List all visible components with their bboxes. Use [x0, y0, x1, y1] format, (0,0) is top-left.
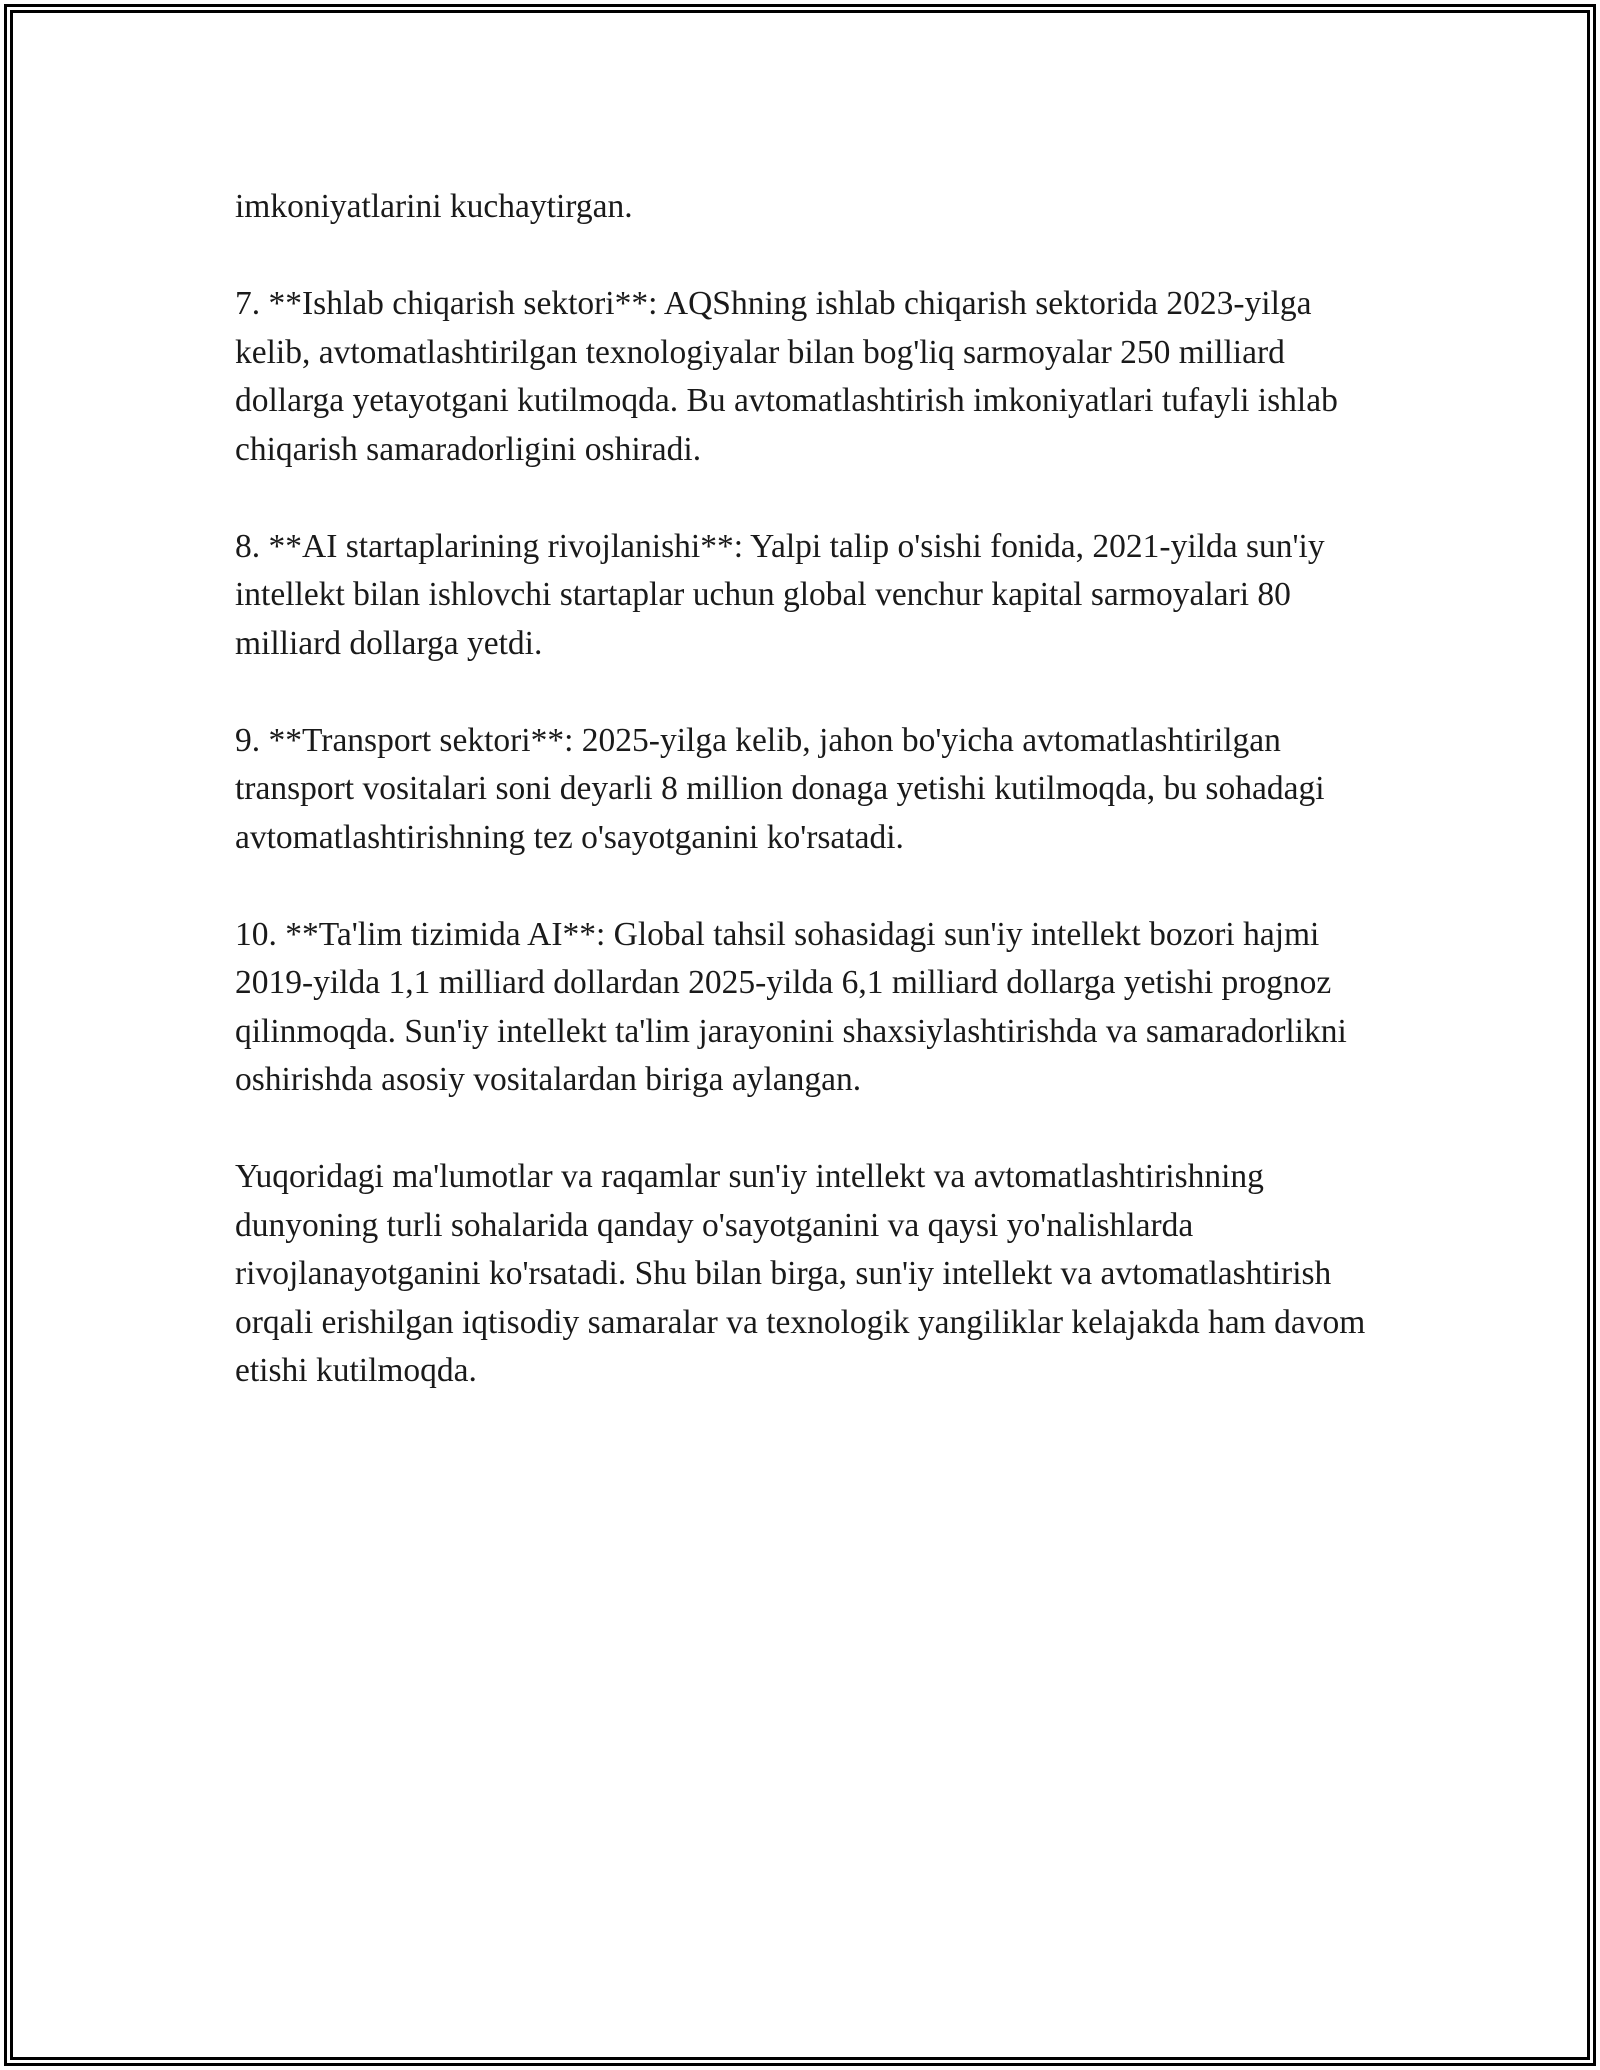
paragraph-item-9: 9. **Transport sektori**: 2025-yilga kelib, jahon bo'yicha avtomatlashtirilgan transport vositalari soni deyarli 8 million donaga yetishi kutilmoqda, bu sohadagi avtomatlashtirishning tez o'sayotganini ko'rsatadi. [235, 721, 1325, 856]
paragraph-conclusion: Yuqoridagi ma'lumotlar va raqamlar sun'iy intellekt va avtomatlashtirishning dunyoning turli sohalarida qanday o'sayotganini va qaysi yo'nalishlarda rivojlanayotganini ko'rsatadi. Shu bilan birga, sun'iy intellekt va avtomatlashtirish orqali erishilgan iqtisodiy samaralar va texnologik yangiliklar kelajakda ham davom etishi kutilmoqda. [235, 1158, 1366, 1389]
paragraph-item-7: 7. **Ishlab chiqarish sektori**: AQShning ishlab chiqarish sektorida 2023-yilga kelib, avtomatlashtirilgan texnologiyalar bilan bog'liq sarmoyalar 250 milliard dollarga yetayotgani kutilmoqda. Bu avtomatlashtirish imkoniyatlari tufayli ishlab chiqarish samaradorligini oshiradi. [235, 285, 1338, 468]
document-body [235, 183, 1380, 1444]
paragraph-item-8: 8. **AI startaplarining rivojlanishi**: Yalpi talip o'sishi fonida, 2021-yilda sun'iy intellekt bilan ishlovchi startaplar uchun global venchur kapital sarmoyalari 80 milliard dollarga yetdi. [235, 527, 1325, 662]
paragraph-item-10: 10. **Ta'lim tizimida AI**: Global tahsil sohasidagi sun'iy intellekt bozori hajmi 2019-yilda 1,1 milliard dollardan 2025-yilda 6,1 milliard dollarga yetishi prognoz qilinmoqda. Sun'iy intellekt ta'lim jarayonini shaxsiylashtirishda va samaradorlikni oshirishda asosiy vositalardan biriga aylangan. [235, 915, 1347, 1098]
paragraph-continuation: imkoniyatlarini kuchaytirgan. [235, 188, 633, 225]
